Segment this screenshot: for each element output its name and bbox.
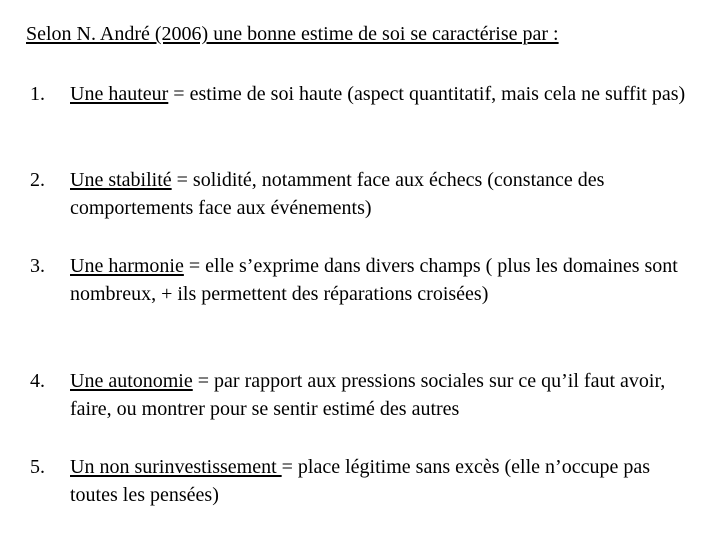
item-number: 4.: [30, 370, 45, 392]
item-description: = par rapport aux pressions sociales sur ce qu’il faut avoir, faire, ou montrer pour se sentir estimé des autres: [70, 370, 666, 420]
item-term: Une harmonie: [70, 255, 184, 277]
item-description: = elle s’exprime dans divers champs ( plus les domaines sont nombreux, + ils permettent des réparations croisées): [70, 255, 678, 305]
list-item: [30, 252, 700, 308]
list-item: [30, 453, 700, 509]
item-number: 1.: [30, 83, 45, 105]
item-text: [70, 252, 700, 308]
item-number: 5.: [30, 456, 45, 478]
item-term: Une autonomie: [70, 370, 193, 392]
list-item: [30, 367, 700, 423]
list-item: [30, 166, 700, 222]
item-text: [70, 453, 700, 509]
item-description: = estime de soi haute (aspect quantitatif, mais cela ne suffit pas): [168, 83, 686, 105]
item-term: Une stabilité: [70, 169, 172, 191]
list-item: [30, 80, 700, 108]
item-number: 3.: [30, 255, 45, 277]
item-description: = place légitime sans excès (elle n’occupe pas toutes les pensées): [70, 456, 650, 506]
item-term: Un non surinvestissement: [70, 456, 282, 478]
item-description: = solidité, notamment face aux échecs (constance des comportements face aux événements): [70, 169, 605, 219]
item-text: [70, 367, 700, 423]
item-term: Une hauteur: [70, 83, 169, 105]
slide-title: Selon N. André (2006) une bonne estime de soi se caractérise par :: [26, 23, 559, 45]
item-number: 2.: [30, 169, 45, 191]
item-text: [70, 166, 700, 222]
item-text: [70, 80, 700, 108]
